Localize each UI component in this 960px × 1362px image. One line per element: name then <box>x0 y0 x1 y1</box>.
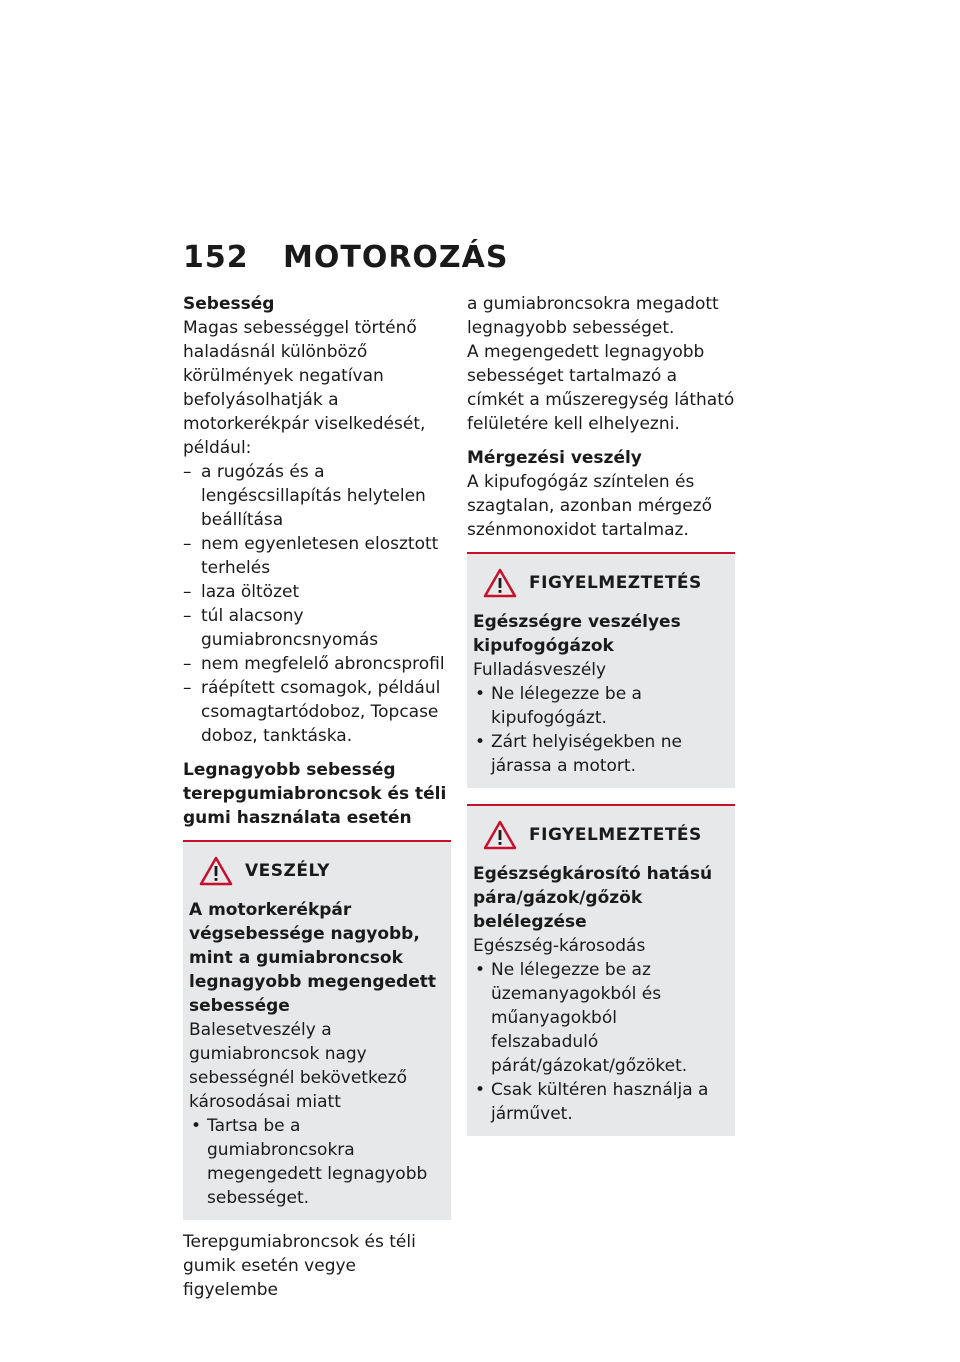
left-column <box>183 292 451 1302</box>
poison-text: A kipufogógáz színtelen és szagtalan, azonban mérgező szénmonoxidot tartalmaz. <box>467 472 712 540</box>
danger-action-list <box>189 1114 445 1210</box>
warning-action-list <box>473 958 729 1126</box>
speed-heading: Sebesség <box>183 294 275 314</box>
list-item: – nem megfelelő abroncsprofil <box>183 652 451 676</box>
page-header <box>183 240 743 280</box>
list-item: – túl alacsony gumiabroncsnyomás <box>183 604 451 652</box>
warning-title: Egészségre veszélyes kipufogógázok <box>473 612 681 656</box>
tyre-text: Terepgumiabroncsok és téli gumik esetén vegye figyelembe <box>183 1232 416 1300</box>
list-item: • Csak kültéren használja a járművet. <box>473 1078 729 1126</box>
tyre-heading: Legnagyobb sebesség terepgumiabroncsok és téli gumi használata esetén <box>183 760 447 828</box>
speed-intro: Magas sebességgel történő haladásnál különböző körülmények negatívan befolyásolhatják a motorkerékpár viselkedését, például: <box>183 318 426 458</box>
warning-triangle-icon <box>483 568 517 598</box>
danger-header <box>189 856 445 886</box>
danger-box <box>183 840 451 1220</box>
list-item: – ráépített csomagok, például csomagtartódoboz, Topcase doboz, tanktáska. <box>183 676 451 748</box>
warning-triangle-icon <box>483 820 517 850</box>
warning-label: FIGYELMEZTETÉS <box>529 825 702 845</box>
list-item: – a rugózás és a lengéscsillapítás helytelen beállítása <box>183 460 451 532</box>
warning-header <box>473 820 729 850</box>
tyre-text-continued: a gumiabroncsokra megadott legnagyobb sebességet. <box>467 294 719 338</box>
danger-title: A motorkerékpár végsebessége nagyobb, mint a gumiabroncsok legnagyobb megengedett sebessége <box>189 900 436 1016</box>
warning-description: Egészség-károsodás <box>473 936 646 956</box>
speed-factor-list <box>183 460 451 748</box>
warning-description: Fulladásveszély <box>473 660 607 680</box>
warning-label: FIGYELMEZTETÉS <box>529 573 702 593</box>
list-item: – laza öltözet <box>183 580 451 604</box>
poison-heading: Mérgezési veszély <box>467 448 642 468</box>
label-text: A megengedett legnagyobb sebességet tartalmazó a címkét a műszeregység látható felületére kell elhelyezni. <box>467 342 735 434</box>
list-item: • Ne lélegezze be az üzemanyagokból és műanyagokból felszabaduló párát/gázokat/gőzöket. <box>473 958 729 1078</box>
warning-box <box>467 804 735 1136</box>
danger-description: Balesetveszély a gumiabroncsok nagy sebességnél bekövetkező károsodásai miatt <box>189 1020 407 1112</box>
warning-action-list <box>473 682 729 778</box>
right-column <box>467 292 735 1136</box>
list-item: • Ne lélegezze be a kipufogógázt. <box>473 682 729 730</box>
page-number: 152 <box>183 240 249 275</box>
danger-label: VESZÉLY <box>245 861 330 881</box>
warning-triangle-icon <box>199 856 233 886</box>
list-item: • Tartsa be a gumiabroncsokra megengedett legnagyobb sebességet. <box>189 1114 445 1210</box>
list-item: • Zárt helyiségekben ne járassa a motort. <box>473 730 729 778</box>
warning-title: Egészségkárosító hatású pára/gázok/gőzök belélegzése <box>473 864 713 932</box>
warning-header <box>473 568 729 598</box>
section-title: MOTOROZÁS <box>283 240 509 275</box>
list-item: – nem egyenletesen elosztott terhelés <box>183 532 451 580</box>
warning-box <box>467 552 735 788</box>
